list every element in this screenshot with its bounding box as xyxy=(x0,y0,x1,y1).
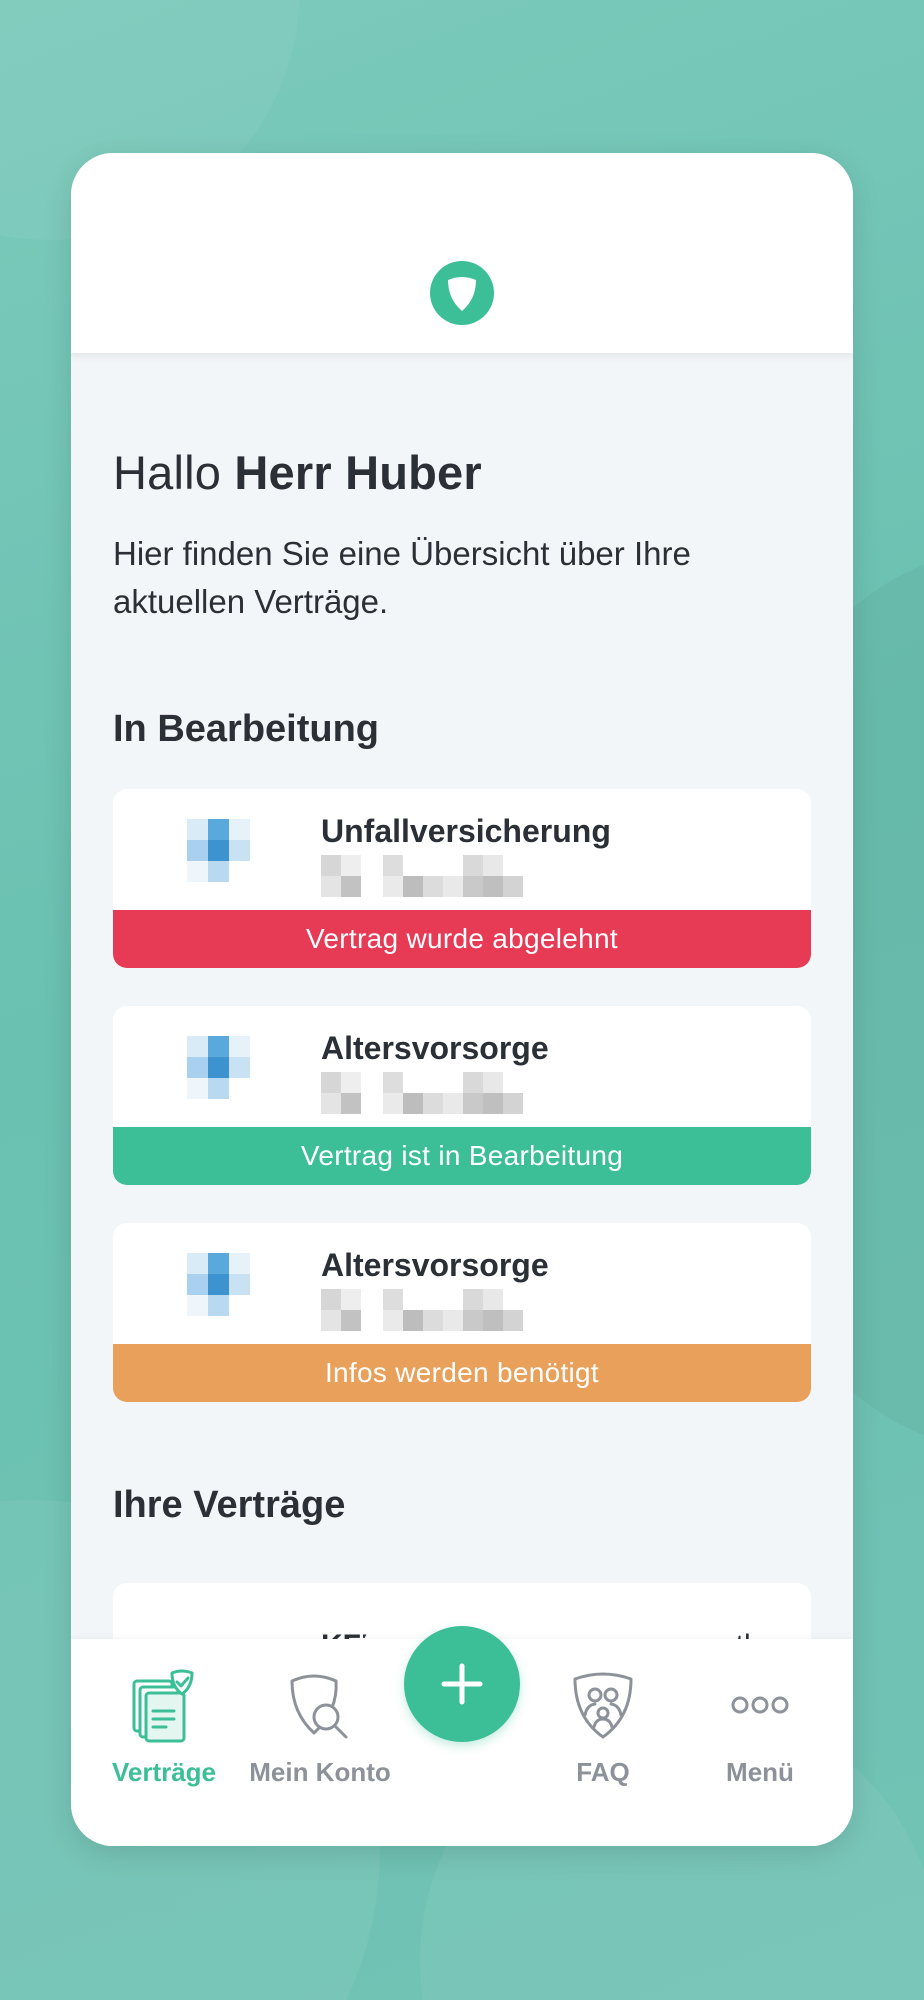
status-bar-info-needed: Infos werden benötigt xyxy=(113,1344,811,1402)
insurer-logo-icon xyxy=(187,819,251,883)
app-screen xyxy=(71,153,853,1846)
app-header xyxy=(71,153,853,353)
contract-card[interactable] xyxy=(113,1223,811,1402)
status-bar-processing: Vertrag ist in Bearbeitung xyxy=(113,1127,811,1185)
section-title-contracts: Ihre Verträge xyxy=(113,1484,346,1526)
contracts-icon xyxy=(126,1667,202,1743)
card-title: Unfallversicherung xyxy=(321,813,611,849)
tab-label: Menü xyxy=(726,1757,794,1787)
greeting-name: Herr Huber xyxy=(234,446,482,499)
more-dots-icon xyxy=(722,1667,798,1743)
status-bar-rejected: Vertrag wurde abgelehnt xyxy=(113,910,811,968)
tab-label: Verträge xyxy=(111,1757,217,1787)
card-title: Altersvorsorge xyxy=(321,1030,549,1066)
section-title-in-progress: In Bearbeitung xyxy=(113,708,380,750)
tab-menu[interactable] xyxy=(682,1639,838,1846)
blurred-subtitle xyxy=(321,855,531,897)
greeting-prefix: Hallo xyxy=(113,446,222,499)
insurer-logo-icon xyxy=(187,1036,251,1100)
greeting-heading xyxy=(113,445,811,500)
shield-logo-icon xyxy=(430,261,494,325)
contract-card[interactable] xyxy=(113,789,811,968)
account-search-icon xyxy=(282,1667,358,1743)
intro-text: Hier finden Sie eine Übersicht über Ihre aktuellen Verträge. xyxy=(113,535,691,620)
plus-icon xyxy=(439,1661,485,1707)
add-contract-button[interactable] xyxy=(404,1626,520,1742)
blurred-subtitle xyxy=(321,1072,531,1114)
tab-faq[interactable] xyxy=(525,1639,681,1846)
tab-my-account[interactable] xyxy=(242,1639,398,1846)
tab-contracts[interactable] xyxy=(86,1639,242,1846)
tab-label: Mein Konto xyxy=(249,1757,391,1787)
contract-card[interactable] xyxy=(113,1006,811,1185)
insurer-logo-icon xyxy=(187,1253,251,1317)
tab-label: FAQ xyxy=(576,1757,630,1787)
card-title: Altersvorsorge xyxy=(321,1247,549,1283)
blurred-subtitle xyxy=(321,1289,531,1331)
family-shield-icon xyxy=(565,1667,641,1743)
main-content xyxy=(113,353,811,1703)
